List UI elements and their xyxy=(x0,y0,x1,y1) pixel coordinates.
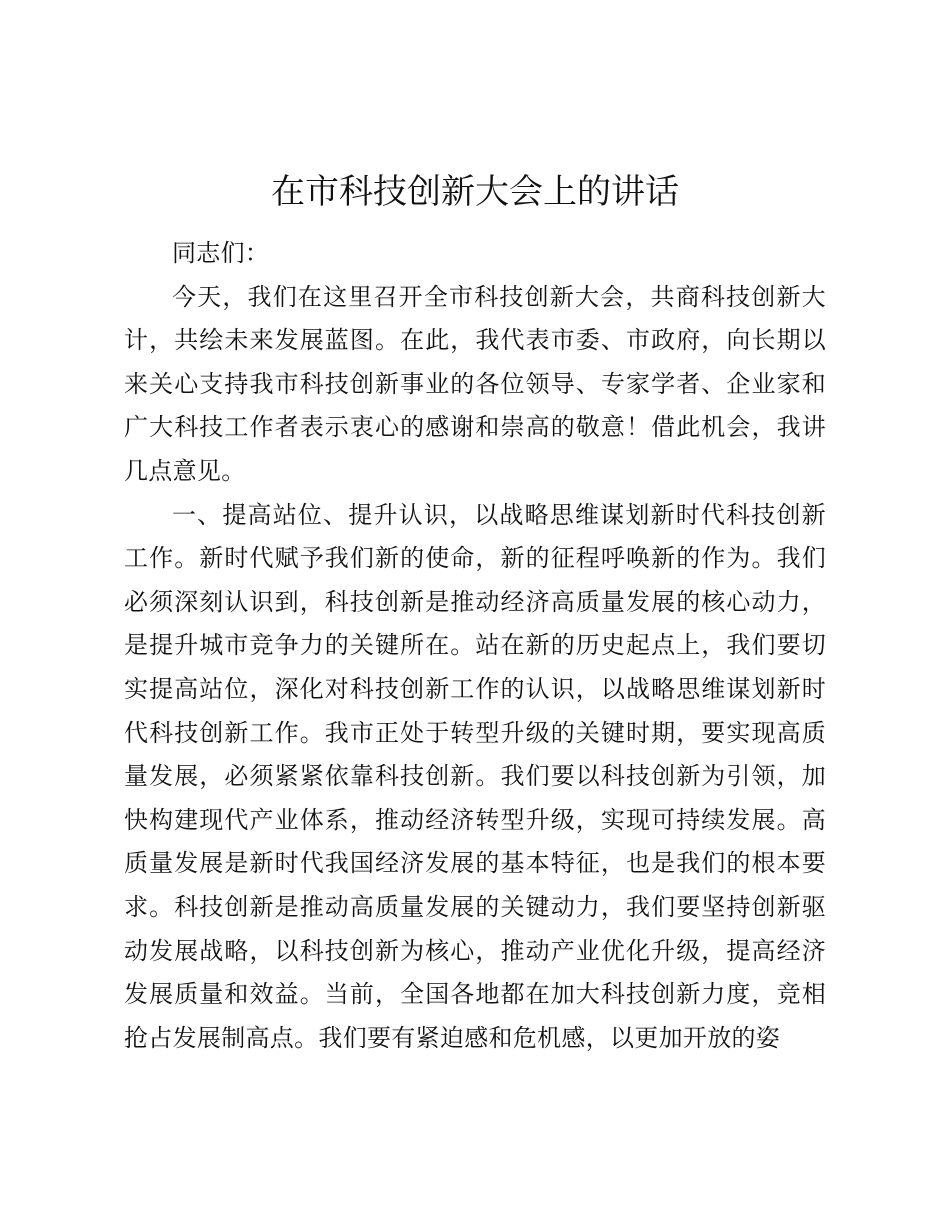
paragraph-opening: 今天，我们在这里召开全市科技创新大会，共商科技创新大计，共绘未来发展蓝图。在此，我代表市委、市政府，向长期以来关心支持我市科技创新事业的各位领导、专家学者、企业家和广大科技工作者表示衷心的感谢和崇高的敬意！借此机会，我讲几点意见。 xyxy=(124,282,826,485)
document-body xyxy=(124,232,826,1060)
salutation: 同志们： xyxy=(172,239,270,267)
document-title: 在市科技创新大会上的讲话 xyxy=(271,172,679,212)
paragraph-section-one: 一、提高站位、提升认识，以战略思维谋划新时代科技创新工作。新时代赋予我们新的使命，新的征程呼唤新的作为。我们必须深刻认识到，科技创新是推动经济高质量发展的核心动力，是提升城市竞争力的关键所在。站在新的历史起点上，我们要切实提高站位，深化对科技创新工作的认识，以战略思维谋划新时代科技创新工作。我市正处于转型升级的关键时期，要实现高质量发展，必须紧紧依靠科技创新。我们要以科技创新为引领，加快构建现代产业体系，推动经济转型升级，实现可持续发展。高质量发展是新时代我国经济发展的基本特征，也是我们的根本要求。科技创新是推动高质量发展的关键动力，我们要坚持创新驱动发展战略，以科技创新为核心，推动产业优化升级，提高经济发展质量和效益。当前，全国各地都在加大科技创新力度，竞相抢占发展制高点。我们要有紧迫感和危机感，以更加开放的姿 xyxy=(124,500,826,1052)
